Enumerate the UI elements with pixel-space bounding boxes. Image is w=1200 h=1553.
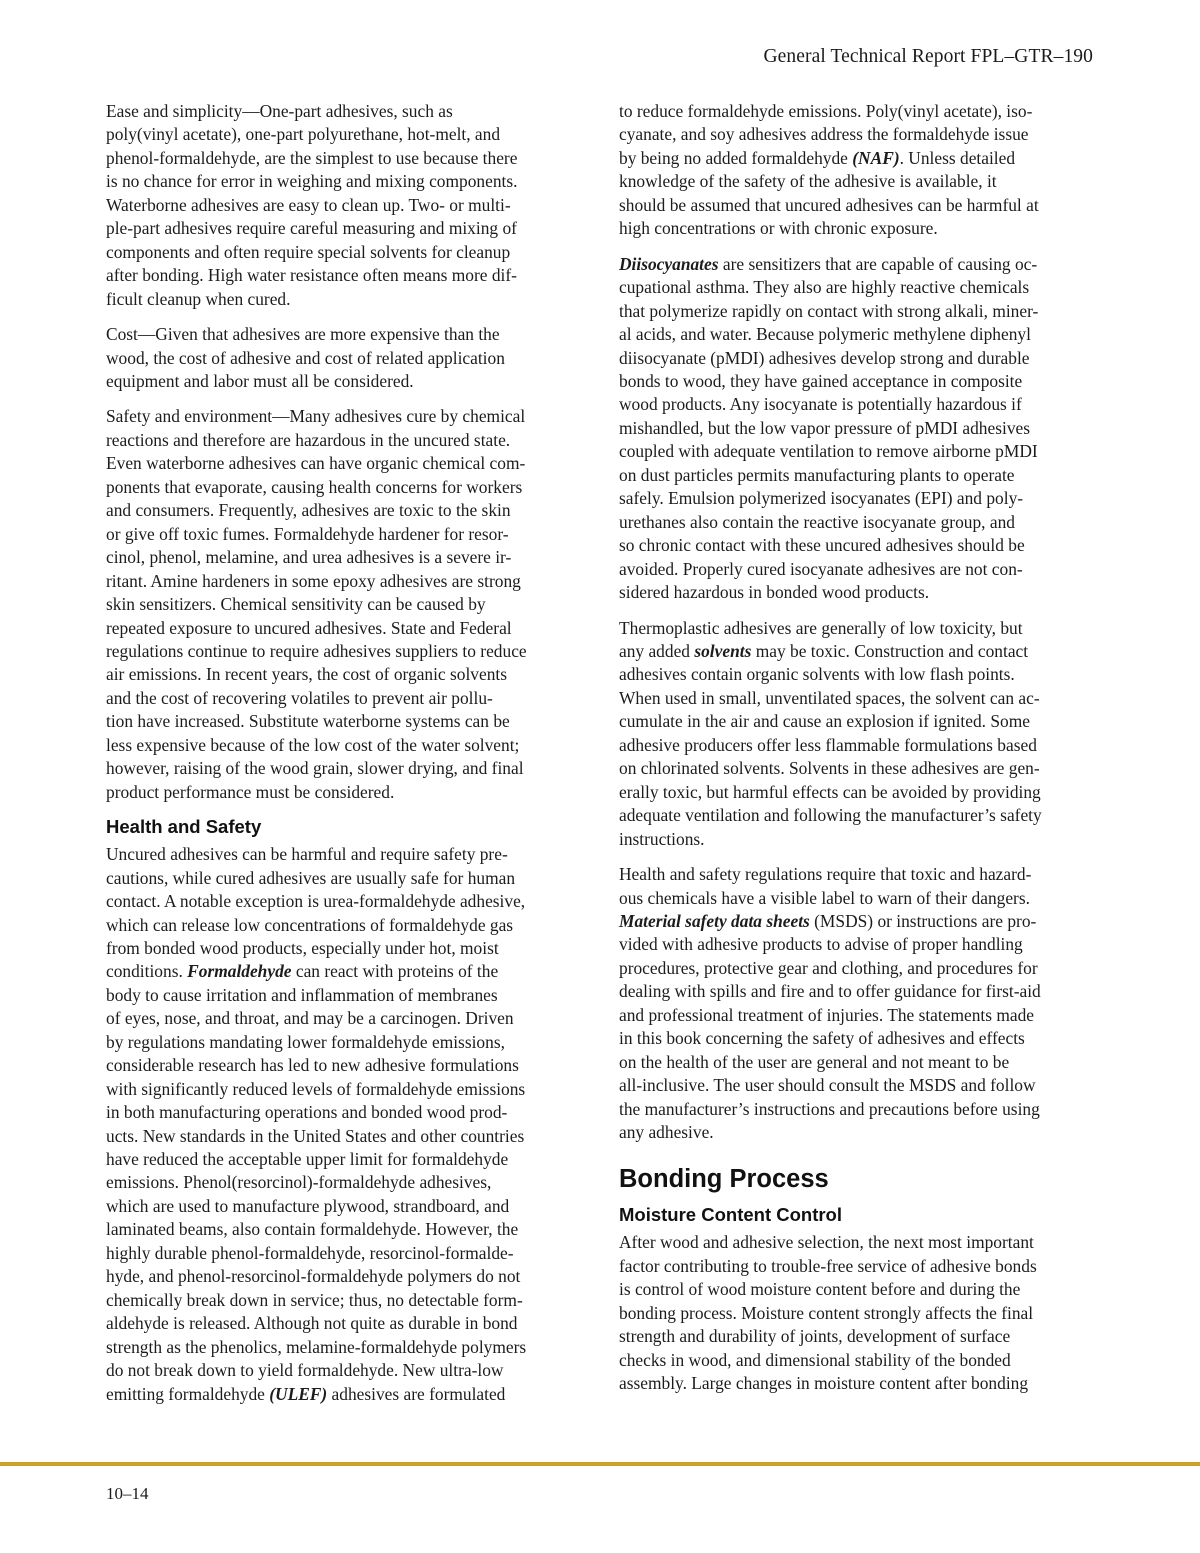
cont-text-part-2: . Unless detailed knowledge of the safety of the adhesive is available, it should be assumed that uncured adhesives can be harmful at high concentrations or with chronic exposure.: [619, 147, 1039, 239]
thermo-text-part-2: may be toxic. Construction and contact adhesives contain organic solvents with low flash points. When used in small, unventilated spaces, the solvent can ac- cumulate in the air and cause an explosion if ignited. Some adhesive producers offer less flammable formulations based on chlorinated solvents. Solvents in these adhesives are gen- erally toxic, but harmful effects can be avoided by providing adequate ventilation and following the manufacturer’s safety instructions.: [619, 640, 1042, 849]
diisocyanates-text: are sensitizers that are capable of causing oc- cupational asthma. They also are highly reactive chemicals that polymerize rapidly on contact with strong alkali, miner- al acids, and water. Because polymeric methylene diphenyl diisocyanate (pMDI) adhesives develop strong and durable bonds to wood, they have gained acceptance in composite wood products. Any isocyanate is potentially hazardous if mishandled, but the low vapor pressure of pMDI adhesives coupled with adequate ventilation to remove airborne pMDI on dust particles permits manufacturing plants to operate safely. Emulsion polymerized isocyanates (EPI) and poly- urethanes also contain the reactive isocyanate group, and so chronic contact with these uncured adhesives should be avoided. Properly cured isocyanate adhesives are not con- sidered hazardous in bonded wood products.: [619, 253, 1039, 603]
heading-bonding-process: Bonding Process: [619, 1165, 829, 1194]
term-solvents: solvents: [694, 640, 752, 661]
paragraph-cost: Cost—Given that adhesives are more expensive than the wood, the cost of adhesive and cost of related application equipment and labor must all be considered.: [106, 324, 505, 391]
regs-text-part-1: Health and safety regulations require that toxic and hazard- ous chemicals have a visible label to warn of their dangers.: [619, 864, 1032, 908]
regs-text-part-2: (MSDS) or instructions are pro- vided with adhesive products to advise of proper handling procedures, protective gear and clothing, and procedures for dealing with spills and fire and to offer guidance for first-aid and professional treatment of injuries. The statements made in this book concerning the safety of adhesives and effects on the health of the user are general and not meant to be all-inclusive. The user should consult the MSDS and follow the manufacturer’s instructions and precautions before using any adhesive.: [619, 910, 1041, 1143]
page-number: 10–14: [106, 1484, 149, 1503]
cont-text-part-1: to reduce formaldehyde emissions. Poly(vinyl acetate), iso- cyanate, and soy adhesives address the formaldehyde issue by being no added formaldehyde: [619, 101, 1033, 168]
paragraph-safety-environment: Safety and environment—Many adhesives cure by chemical reactions and therefore are hazardous in the uncured state. Even waterborne adhesives can have organic chemical com- ponents that evaporate, causing health concerns for workers and consumers. Frequently, adhesives are toxic to the skin or give off toxic fumes. Formaldehyde hardener for resor- cinol, phenol, melamine, and urea adhesives is a severe ir- ritant. Amine hardeners in some epoxy adhesives are strong skin sensitizers. Chemical sensitivity can be caused by repeated exposure to uncured adhesives. State and Federal regulations continue to require adhesives suppliers to reduce air emissions. In recent years, the cost of organic solvents and the cost of recovering volatiles to prevent air pollu- tion have increased. Substitute waterborne systems can be less expensive because of the low cost of the water solvent; however, raising of the wood grain, slower drying, and final product performance must be considered.: [106, 406, 527, 802]
health-text-part-3: adhesives are formulated: [327, 1383, 506, 1404]
running-header-title: General Technical Report FPL–GTR–190: [763, 46, 1093, 67]
thermo-text-part-1: Thermoplastic adhesives are generally of low toxicity, but any added: [619, 617, 1023, 661]
paragraph-diisocyanates: [619, 253, 1097, 605]
term-msds: Material safety data sheets: [619, 910, 810, 931]
paragraph-ease-simplicity: Ease and simplicity—One-part adhesives, such as poly(vinyl acetate), one-part polyurethane, hot-melt, and phenol-formaldehyde, are the simplest to use because there is no chance for error in weighing and mixing components. Waterborne adhesives are easy to clean up. Two- or multi- ple-part adhesives require careful measuring and mixing of components and often require special solvents for cleanup after bonding. High water resistance often means more dif- ficult cleanup when cured.: [106, 101, 518, 309]
paragraph-thermoplastic: [619, 617, 1097, 852]
paragraph-regulations: [619, 863, 1097, 1144]
heading-moisture-content-control: Moisture Content Control: [619, 1204, 843, 1226]
left-column: [106, 100, 584, 1406]
health-text-part-1: Uncured adhesives can be harmful and require safety pre- cautions, while cured adhesives are usually safe for human contact. A notable exception is urea-formaldehyde adhesive, which can release low concentrations of formaldehyde gas from bonded wood products, especially under hot, moist conditions.: [106, 844, 526, 982]
term-diisocyanates: Diisocyanates: [619, 253, 719, 274]
term-naf: (NAF): [852, 147, 900, 168]
footer-rule: [0, 1462, 1200, 1466]
paragraph-health-safety: [106, 843, 584, 1406]
term-formaldehyde: Formaldehyde: [187, 961, 292, 982]
right-column: [619, 100, 1097, 1396]
health-text-part-2: can react with proteins of the body to cause irritation and inflammation of membranes of eyes, nose, and throat, and may be a carcinogen. Driven by regulations mandating lower formaldehyde emissions, considerable research has led to new adhesive formulations with significantly reduced levels of formaldehyde emissions in both manufacturing operations and bonded wood prod- ucts. New standards in the United States and other countries have reduced the acceptable upper limit for formaldehyde emissions. Phenol(resorcinol)-formaldehyde adhesives, which are used to manufacture plywood, strandboard, and laminated beams, also contain formaldehyde. However, the highly durable phenol-formaldehyde, resorcinol-formalde- hyde, and phenol-resorcinol-formaldehyde polymers do not chemically break down in service; thus, no detectable form- aldehyde is released. Although not quite as durable in bond strength as the phenolics, melamine-formaldehyde polymers do not break down to yield formaldehyde. New ultra-low emitting formaldehyde: [106, 961, 527, 1404]
term-ulef: (ULEF): [269, 1383, 328, 1404]
paragraph-formaldehyde-continued: [619, 100, 1097, 241]
paragraph-moisture-content: After wood and adhesive selection, the next most important factor contributing to trouble-free service of adhesive bonds is control of wood moisture content before and during the bonding process. Moisture content strongly affects the final strength and durability of joints, development of surface checks in wood, and dimensional stability of the bonded assembly. Large changes in moisture content after bonding: [619, 1232, 1037, 1394]
heading-health-and-safety: Health and Safety: [106, 816, 262, 838]
